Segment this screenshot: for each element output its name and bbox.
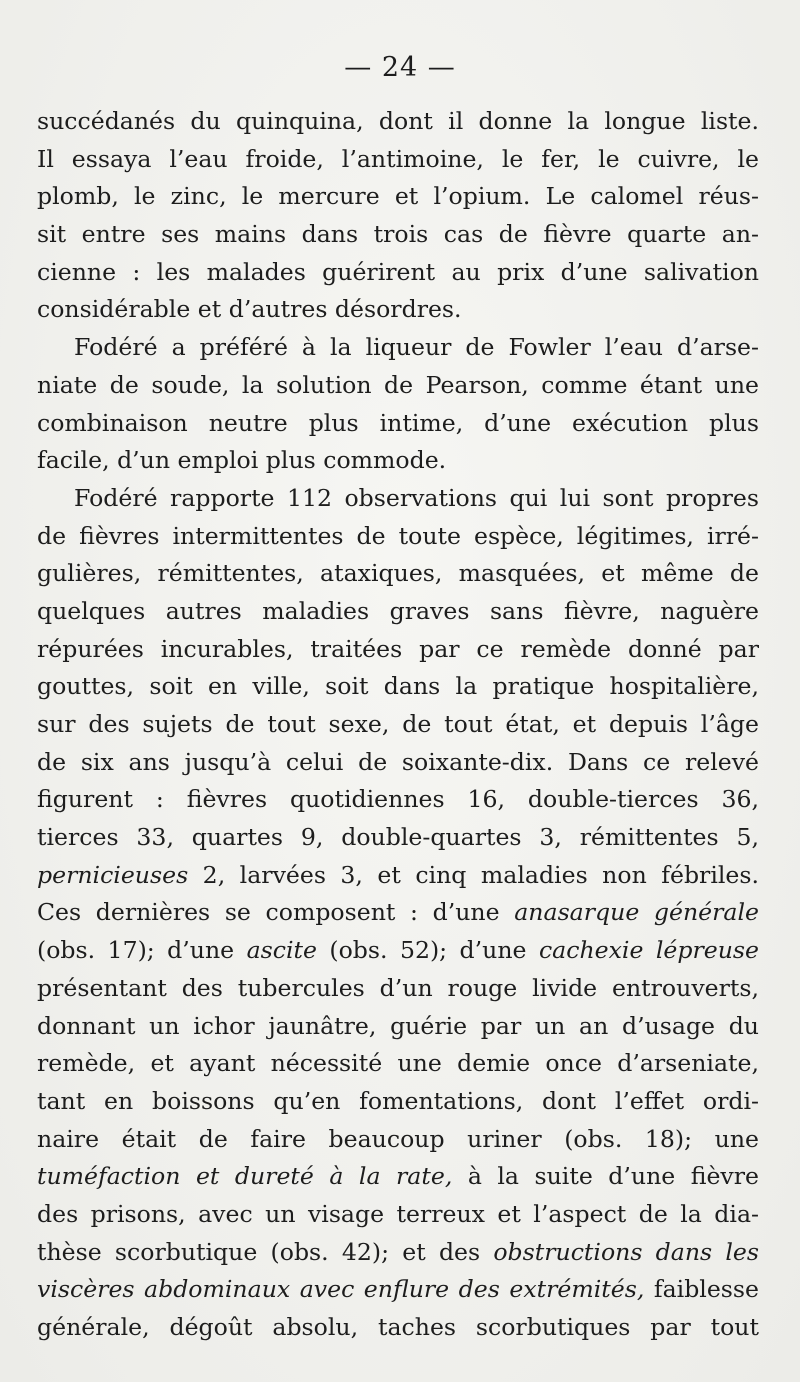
text-segment: naire était de faire beaucoup uriner (obs. 18); une [37,1124,759,1153]
body-text [37,103,759,1347]
page-number: — 24 — [344,52,456,83]
text-line [37,178,759,216]
italic-text: ascite [246,936,317,965]
text-segment: tierces 33, quartes 9, double-quartes 3, rémittentes 5, [37,823,759,852]
text-segment: (obs. 17); d’une [37,936,247,965]
text-segment: de fièvres intermittentes de toute espèce, légitimes, irré- [37,521,759,550]
text-segment: Ces dernières se composent : d’une [37,898,515,927]
text-line [37,555,759,593]
text-line [37,744,759,782]
text-segment: Il essaya l’eau froide, l’antimoine, le fer, le cuivre, le [37,144,759,173]
text-line [37,254,759,292]
text-line [37,819,759,857]
text-segment: plomb, le zinc, le mercure et l’opium. Le calomel réus- [37,182,759,211]
text-segment: des prisons, avec un visage terreux et l’aspect de la dia- [37,1199,759,1228]
text-segment: Fodéré rapporte 112 observations qui lui sont propres [74,483,759,512]
italic-text: cachexie lépreuse [538,936,759,965]
text-line [37,329,759,367]
text-line [37,518,759,556]
text-line [37,857,759,895]
text-line [37,216,759,254]
text-line [37,668,759,706]
text-line [37,932,759,970]
text-line [37,103,759,141]
text-segment: combinaison neutre plus intime, d’une exécution plus [37,408,759,437]
text-segment: remède, et ayant nécessité une demie once d’arseniate, [37,1049,759,1078]
text-segment: quelques autres maladies graves sans fièvre, naguère [37,596,759,625]
text-segment: Fodéré a préféré à la liqueur de Fowler l’eau d’arse- [74,333,759,362]
text-segment: à la suite d’une fièvre [452,1162,759,1191]
text-line [37,1196,759,1234]
text-line [37,781,759,819]
italic-text: pernicieuses [37,860,189,889]
text-segment: sur des sujets de tout sexe, de tout état, et depuis l’âge [37,710,759,738]
text-segment: niate de soude, la solution de Pearson, comme étant une [37,370,759,399]
text-segment: facile, d’un emploi plus commode. [37,446,447,475]
text-line [37,442,759,480]
text-line [37,1158,759,1196]
text-line [37,141,759,179]
text-segment: thèse scorbutique (obs. 42); et des [37,1237,494,1266]
text-line [37,1309,759,1347]
text-segment: sit entre ses mains dans trois cas de fièvre quarte an- [37,220,759,249]
italic-text: viscères abdominaux avec enflure des extrémités, [37,1275,645,1304]
text-segment: gouttes, soit en ville, soit dans la pratique hospitalière, [37,672,759,701]
text-segment: (obs. 52); d’une [316,936,539,965]
text-line [37,894,759,932]
text-line [37,970,759,1008]
text-line [37,405,759,443]
text-segment: cienne : les malades guérirent au prix d’une salivation [37,257,759,286]
text-line [37,1234,759,1272]
text-segment: 2, larvées 3, et cinq maladies non fébriles. [188,860,759,889]
text-line [37,1008,759,1046]
text-line [37,1083,759,1121]
italic-text: obstructions dans les [493,1237,759,1266]
text-segment: tant en boissons qu’en fomentations, dont l’effet ordi- [37,1086,759,1115]
text-line [37,291,759,329]
text-segment: de six ans jusqu’à celui de soixante-dix. Dans ce relevé [37,747,759,776]
text-segment: succédanés du quinquina, dont il donne la longue liste. [37,107,759,135]
text-segment: gulières, rémittentes, ataxiques, masquées, et même de [37,559,759,588]
text-segment: figurent : fièvres quotidiennes 16, double-tierces 36, [37,785,759,814]
text-line [37,1121,759,1159]
text-line [37,1045,759,1083]
text-segment: répurées incurables, traitées par ce remède donné par [37,634,759,663]
text-segment: présentant des tubercules d’un rouge livide entrouverts, [37,973,759,1002]
text-line [37,593,759,631]
text-segment: générale, dégoût absolu, taches scorbutiques par tout [37,1313,759,1341]
text-line [37,1271,759,1309]
text-line [37,631,759,669]
text-segment: donnant un ichor jaunâtre, guérie par un an d’usage du [37,1011,759,1040]
italic-text: tuméfaction et dureté à la rate, [37,1162,453,1191]
text-line [37,706,759,744]
text-line [37,367,759,405]
text-segment: faiblesse [644,1275,759,1304]
text-segment: considérable et d’autres désordres. [37,295,462,324]
italic-text: anasarque générale [514,898,759,927]
text-line [37,480,759,518]
